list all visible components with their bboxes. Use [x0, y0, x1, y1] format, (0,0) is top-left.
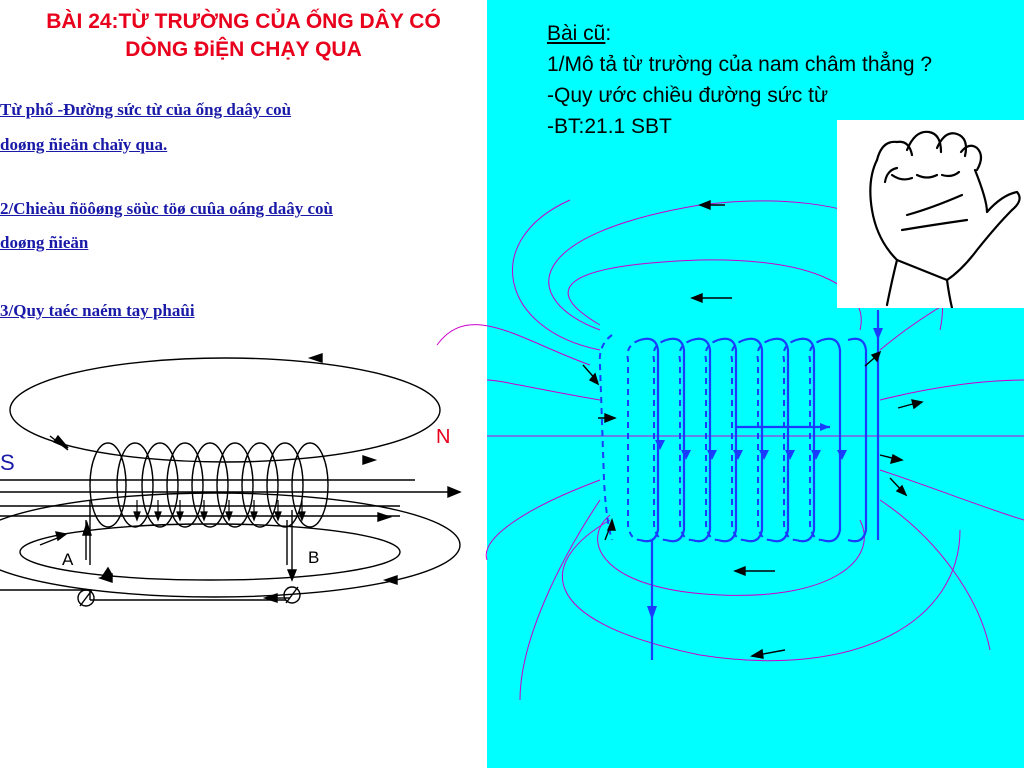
review-line-3: -BT:21.1 SBT — [547, 115, 672, 138]
outline-item-3[interactable]: 3/Quy taéc naém tay phaûi — [0, 301, 195, 320]
review-line-2: -Quy ước chiều đường sức từ — [547, 84, 829, 107]
title-line-1: BÀI 24:TỪ TRƯỜNG CỦA ỐNG DÂY CÓ — [46, 10, 441, 33]
field-loop-bottom-inner — [20, 524, 400, 580]
title-line-2: DÒNG ĐiỆN CHẠY QUA — [125, 38, 362, 61]
fist-thumb-icon — [837, 120, 1024, 308]
pole-n-label: N — [436, 426, 451, 448]
terminal-a-label: A — [62, 550, 74, 569]
review-box: Bài cũ: 1/Mô tả từ trường của nam châm thẳng ? -Quy ước chiều đường sức từ -BT:21.1 SBT — [547, 18, 932, 142]
right-hand-rule-image — [837, 120, 1024, 308]
outline-item-2[interactable]: 2/Chieàu ñöôøng söùc töø cuûa oáng daây coù — [0, 199, 333, 218]
terminal-b-label: B — [308, 548, 320, 567]
outline-item-1[interactable]: Từ phổ -Đường sức từ của ống daây coù — [0, 100, 292, 119]
outline-item-1-cont[interactable]: doøng ñieän chaïy qua. — [0, 135, 168, 154]
review-line-1: 1/Mô tả từ trường của nam châm thẳng ? — [547, 53, 933, 76]
field-loop-top — [10, 358, 440, 462]
review-heading: Bài cũ — [547, 22, 606, 45]
solenoid-iron-filings-diagram — [0, 0, 487, 768]
pole-s-label: S — [0, 450, 15, 475]
outline-item-2-cont[interactable]: doøng ñieän — [0, 233, 89, 252]
